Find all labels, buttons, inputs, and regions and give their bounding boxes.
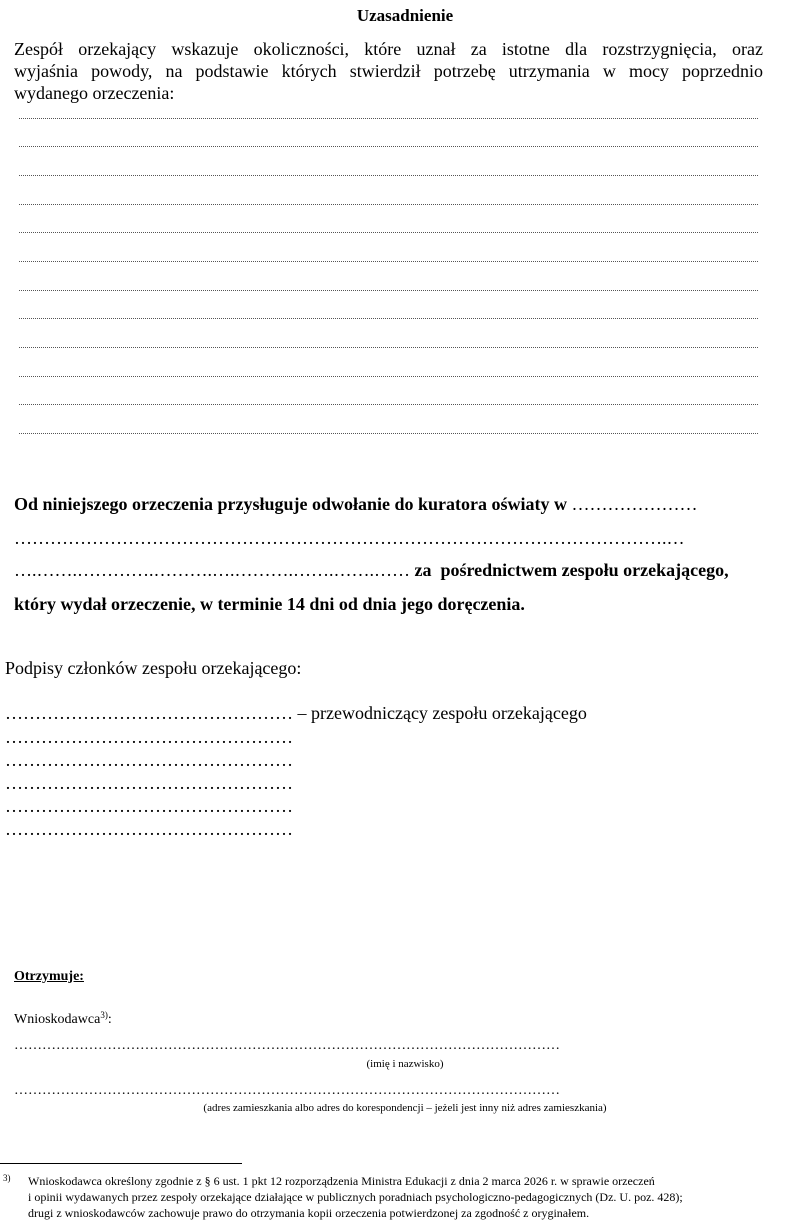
signature-fill[interactable]: ………………………………………… [5,819,293,839]
footnote-line-3: drugi z wnioskodawców zachowuje prawo do otrzymania kopii orzeczenia potwierdzonej za zgodność z oryginałem. [28,1206,590,1220]
appeal-line-1 [14,494,697,515]
recipients-heading: Otrzymuje: [14,969,84,984]
justification-line[interactable] [19,290,758,292]
appeal-line-3 [14,560,729,581]
signature-fill[interactable]: ………………………………………… [5,727,293,747]
justification-line[interactable] [19,318,758,320]
applicant-colon: : [107,1012,112,1027]
applicant-label-text: Wnioskodawca [14,1012,101,1027]
appeal-fill-3[interactable]: ….…….………….……….….……….…….…….…… [14,560,415,580]
address-caption: (adres zamieszkania albo adres do korespondencji – jeżeli jest inny niż adres zamieszkania) [203,1102,607,1114]
footnote-ref: 3) [100,1010,108,1020]
signature-fill[interactable]: ………………………………………… [5,796,293,816]
intro-line-1: Zespół orzekający wskazuje okoliczności, które uznał za istotne dla rozstrzygnięcia, oraz [14,39,763,59]
signature-fill[interactable]: ………………………………………… [5,750,293,770]
footnote-line-2: i opinii wydawanych przez zespoły orzekające działające w publicznych poradniach psychologiczno-pedagogicznych (Dz. U. poz. 428); [28,1190,683,1204]
justification-line[interactable] [19,146,758,148]
curator-fill[interactable]: ………………… [571,494,698,514]
justification-line[interactable] [19,347,758,349]
applicant-label [14,1010,112,1028]
justification-line[interactable] [19,118,758,120]
intro-line-2: wyjaśnia powody, na podstawie których stwierdził potrzebę utrzymania w mocy poprzednio [14,61,763,81]
footnote-line-1: Wnioskodawca określony zgodnie z § 6 ust. 1 pkt 12 rozporządzenia Ministra Edukacji z dnia 2 marca 2026 r. w sprawie orzeczeń [28,1174,655,1188]
justification-line[interactable] [19,404,758,406]
applicant-address-fill[interactable]: ……………………………………………………………………………………………………… [14,1083,560,1098]
signatures-heading: Podpisy członków zespołu orzekającego: [5,658,302,678]
justification-line[interactable] [19,261,758,263]
applicant-name-fill[interactable]: ……………………………………………………………………………………………………… [14,1038,560,1053]
footnote-divider [0,1163,242,1164]
appeal-text-1: Od niniejszego orzeczenia przysługuje odwołanie do kuratora oświaty w [14,494,572,514]
signature-fill[interactable]: ………………………………………… [5,703,293,723]
appeal-text-3: za pośrednictwem zespołu orzekającego, [414,560,729,580]
appeal-fill-line[interactable]: ……………………………………………………………………………………………….… [14,528,685,548]
justification-line[interactable] [19,433,758,435]
footnote-mark: 3) [3,1173,11,1183]
chair-role: – przewodniczący zespołu orzekającego [293,703,587,723]
signature-chair [5,703,587,724]
document-title: Uzasadnienie [356,6,454,25]
justification-line[interactable] [19,204,758,206]
intro-line-3: wydanego orzeczenia: [14,83,175,103]
justification-line[interactable] [19,232,758,234]
appeal-line-4: który wydał orzeczenie, w terminie 14 dni od dnia jego doręczenia. [14,594,525,614]
name-caption: (imię i nazwisko) [366,1058,444,1070]
signature-fill[interactable]: ………………………………………… [5,773,293,793]
justification-line[interactable] [19,175,758,177]
justification-line[interactable] [19,376,758,378]
